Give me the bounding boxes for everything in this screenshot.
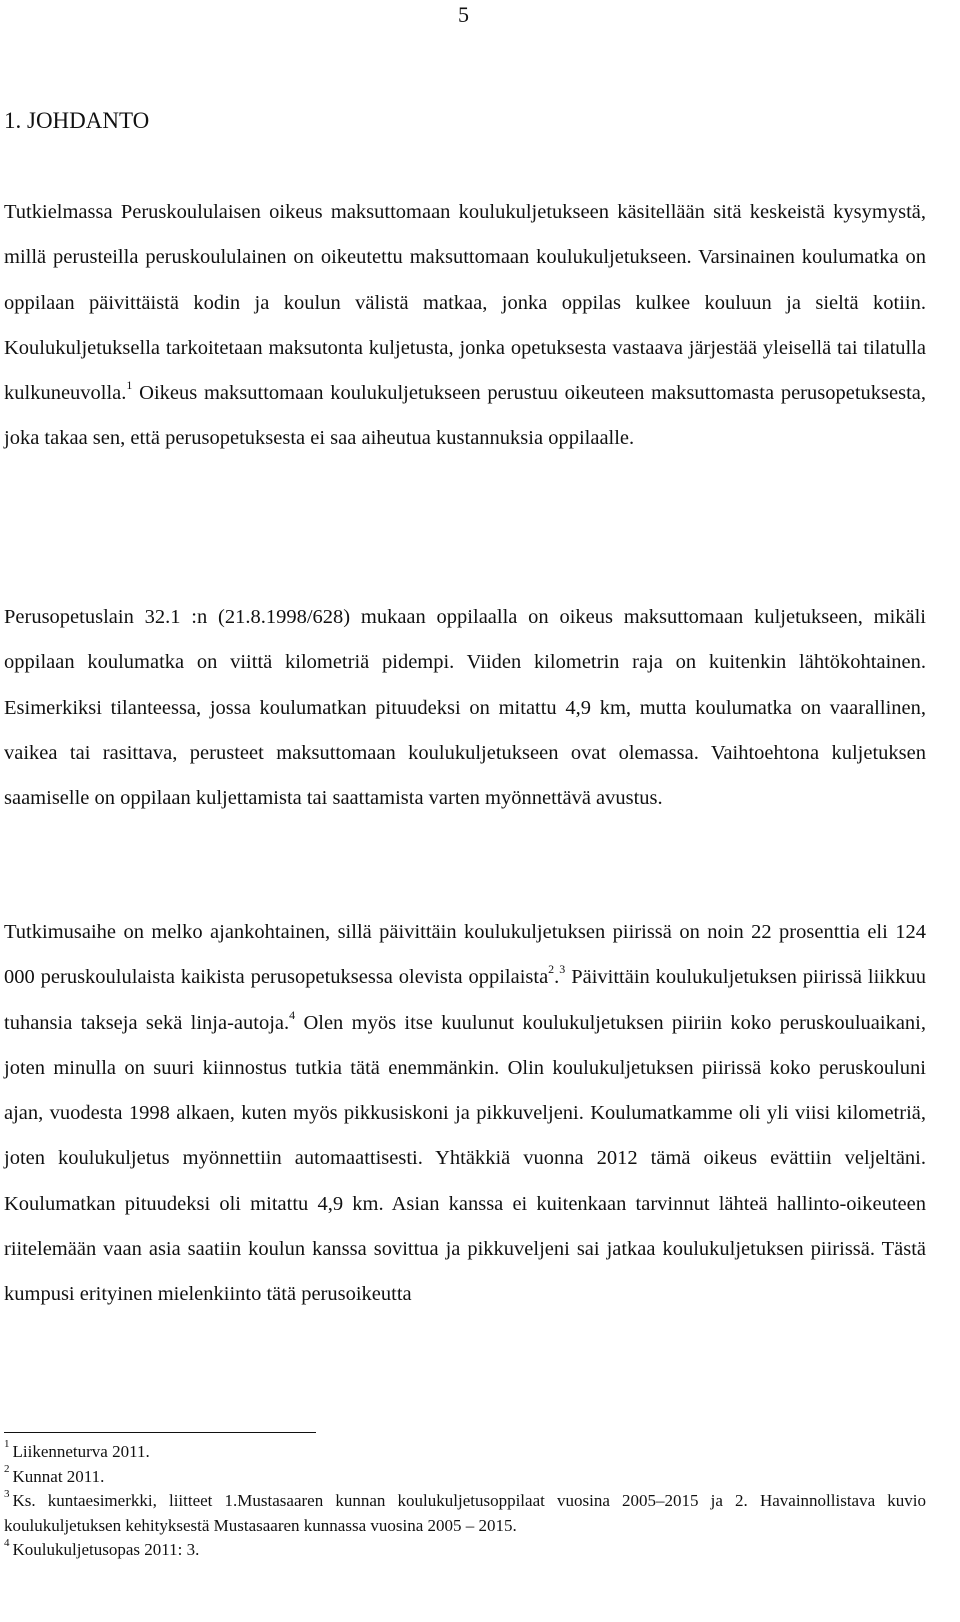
footnote-ref-3: 3 — [559, 962, 566, 977]
paragraph-1-text-b: Oikeus maksuttomaan koulukuljetukseen perustuu oikeuteen maksuttomasta perusopetuksesta, joka takaa sen, että perusopetuksesta ei saa aiheutua kustannuksia oppilaalle. — [4, 382, 926, 450]
paragraph-3-text-c: Olen myös itse kuulunut koulukuljetuksen piiriin koko peruskouluaikani, joten minulla on suuri kiinnostus tutkia tätä enemmänkin. Olin koulukuljetuksen piirissä koko peruskouluni ajan, vuodesta 1998 alkaen, kuten myös pikkusiskoni ja pikkuveljeni. Koulumatkamme oli yli viisi kilometriä, joten koulukuljetus myönnettiin automaattisesti. Yhtäkkiä vuonna 2012 tämä oikeus evättiin veljeltäni. Koulumatkan pituudeksi oli mitattu 4,9 km. Asian kanssa ei kuitenkaan tarvinnut lähteä hallinto-oikeuteen riitelemään vaan asia saatiin koulun kanssa sovittua ja pikkuveljeni sai jatkaa koulukuljetuksen piirissä. Tästä kumpusi erityinen mielenkiinto tätä perusoikeutta — [4, 1011, 926, 1306]
paragraph-3 — [4, 910, 926, 1318]
footnote-3 — [4, 1489, 926, 1538]
footnote-number: 4 — [4, 1536, 10, 1549]
footnote-ref-4: 4 — [289, 1007, 296, 1022]
footnote-number: 1 — [4, 1438, 10, 1451]
footnote-number: 3 — [4, 1487, 10, 1500]
paragraph-1 — [4, 190, 926, 462]
footnote-text: Koulukuljetusopas 2011: 3. — [12, 1540, 200, 1560]
paragraph-2: Perusopetuslain 32.1 :n (21.8.1998/628) mukaan oppilaalla on oikeus maksuttomaan kuljetukseen, mikäli oppilaan koulumatka on viittä kilometriä pidempi. Viiden kilometrin raja on kuitenkin lähtökohtainen. Esimerkiksi tilanteessa, jossa koulumatkan pituudeksi on mitattu 4,9 km, mutta koulumatka on vaarallinen, vaikea tai rasittava, perusteet maksuttomaan koulukuljetukseen ovat olemassa. Vaihtoehtona kuljetuksen saamiselle on oppilaan kuljettamista tai saattamista varten myönnettävä avustus. — [4, 606, 926, 810]
footnote-text: Kunnat 2011. — [12, 1466, 105, 1486]
footnote-text: Liikenneturva 2011. — [12, 1442, 150, 1461]
page-number: 5 — [458, 2, 469, 27]
footnotes — [4, 1440, 926, 1563]
footnote-1 — [4, 1440, 926, 1465]
footnote-number: 2 — [4, 1462, 10, 1475]
paragraph-1-text-a: Tutkielmassa Peruskoululaisen oikeus maksuttomaan koulukuljetukseen käsitellään sitä keskeistä kysymystä, millä perusteilla peruskoululainen on oikeutettu maksuttomaan koulukuljetukseen. Varsinainen koulumatka on oppilaan päivittäistä kodin ja koulun välistä matkaa, jonka oppilas kulkee kouluun ja sieltä kotiin. Koulukuljetuksella tarkoitetaan maksutonta kuljetusta, jonka opetuksesta vastaava järjestää yleisellä tai tilatulla kulkuneuvolla. — [4, 201, 926, 405]
paragraph-3-text-a: Tutkimusaihe on melko ajankohtainen, sillä päivittäin koulukuljetuksen piirissä on noin 22 prosenttia eli 124 000 peruskoululaista kaikista perusopetuksessa olevista oppilaista — [4, 921, 926, 989]
paragraph-3-text-b: Päivittäin koulukuljetuksen piirissä liikkuu tuhansia takseja sekä linja-autoja. — [4, 966, 926, 1034]
chapter-heading: 1. JOHDANTO — [4, 108, 150, 133]
footnote-text: Ks. kuntaesimerkki, liitteet 1.Mustasaaren kunnan koulukuljetusoppilaat vuosina 2005–2015 ja 2. Havainnollistava kuvio koulukuljetuksen kehityksestä Mustasaaren kunnassa vuosina 2005 – 2015. — [4, 1491, 926, 1535]
paragraph-3-period: . — [554, 966, 560, 989]
footnote-2 — [4, 1462, 926, 1490]
footnote-divider — [4, 1432, 316, 1433]
footnote-4 — [4, 1538, 926, 1563]
footnote-ref-1: 1 — [126, 378, 133, 393]
footnote-ref-2: 2 — [548, 962, 555, 977]
